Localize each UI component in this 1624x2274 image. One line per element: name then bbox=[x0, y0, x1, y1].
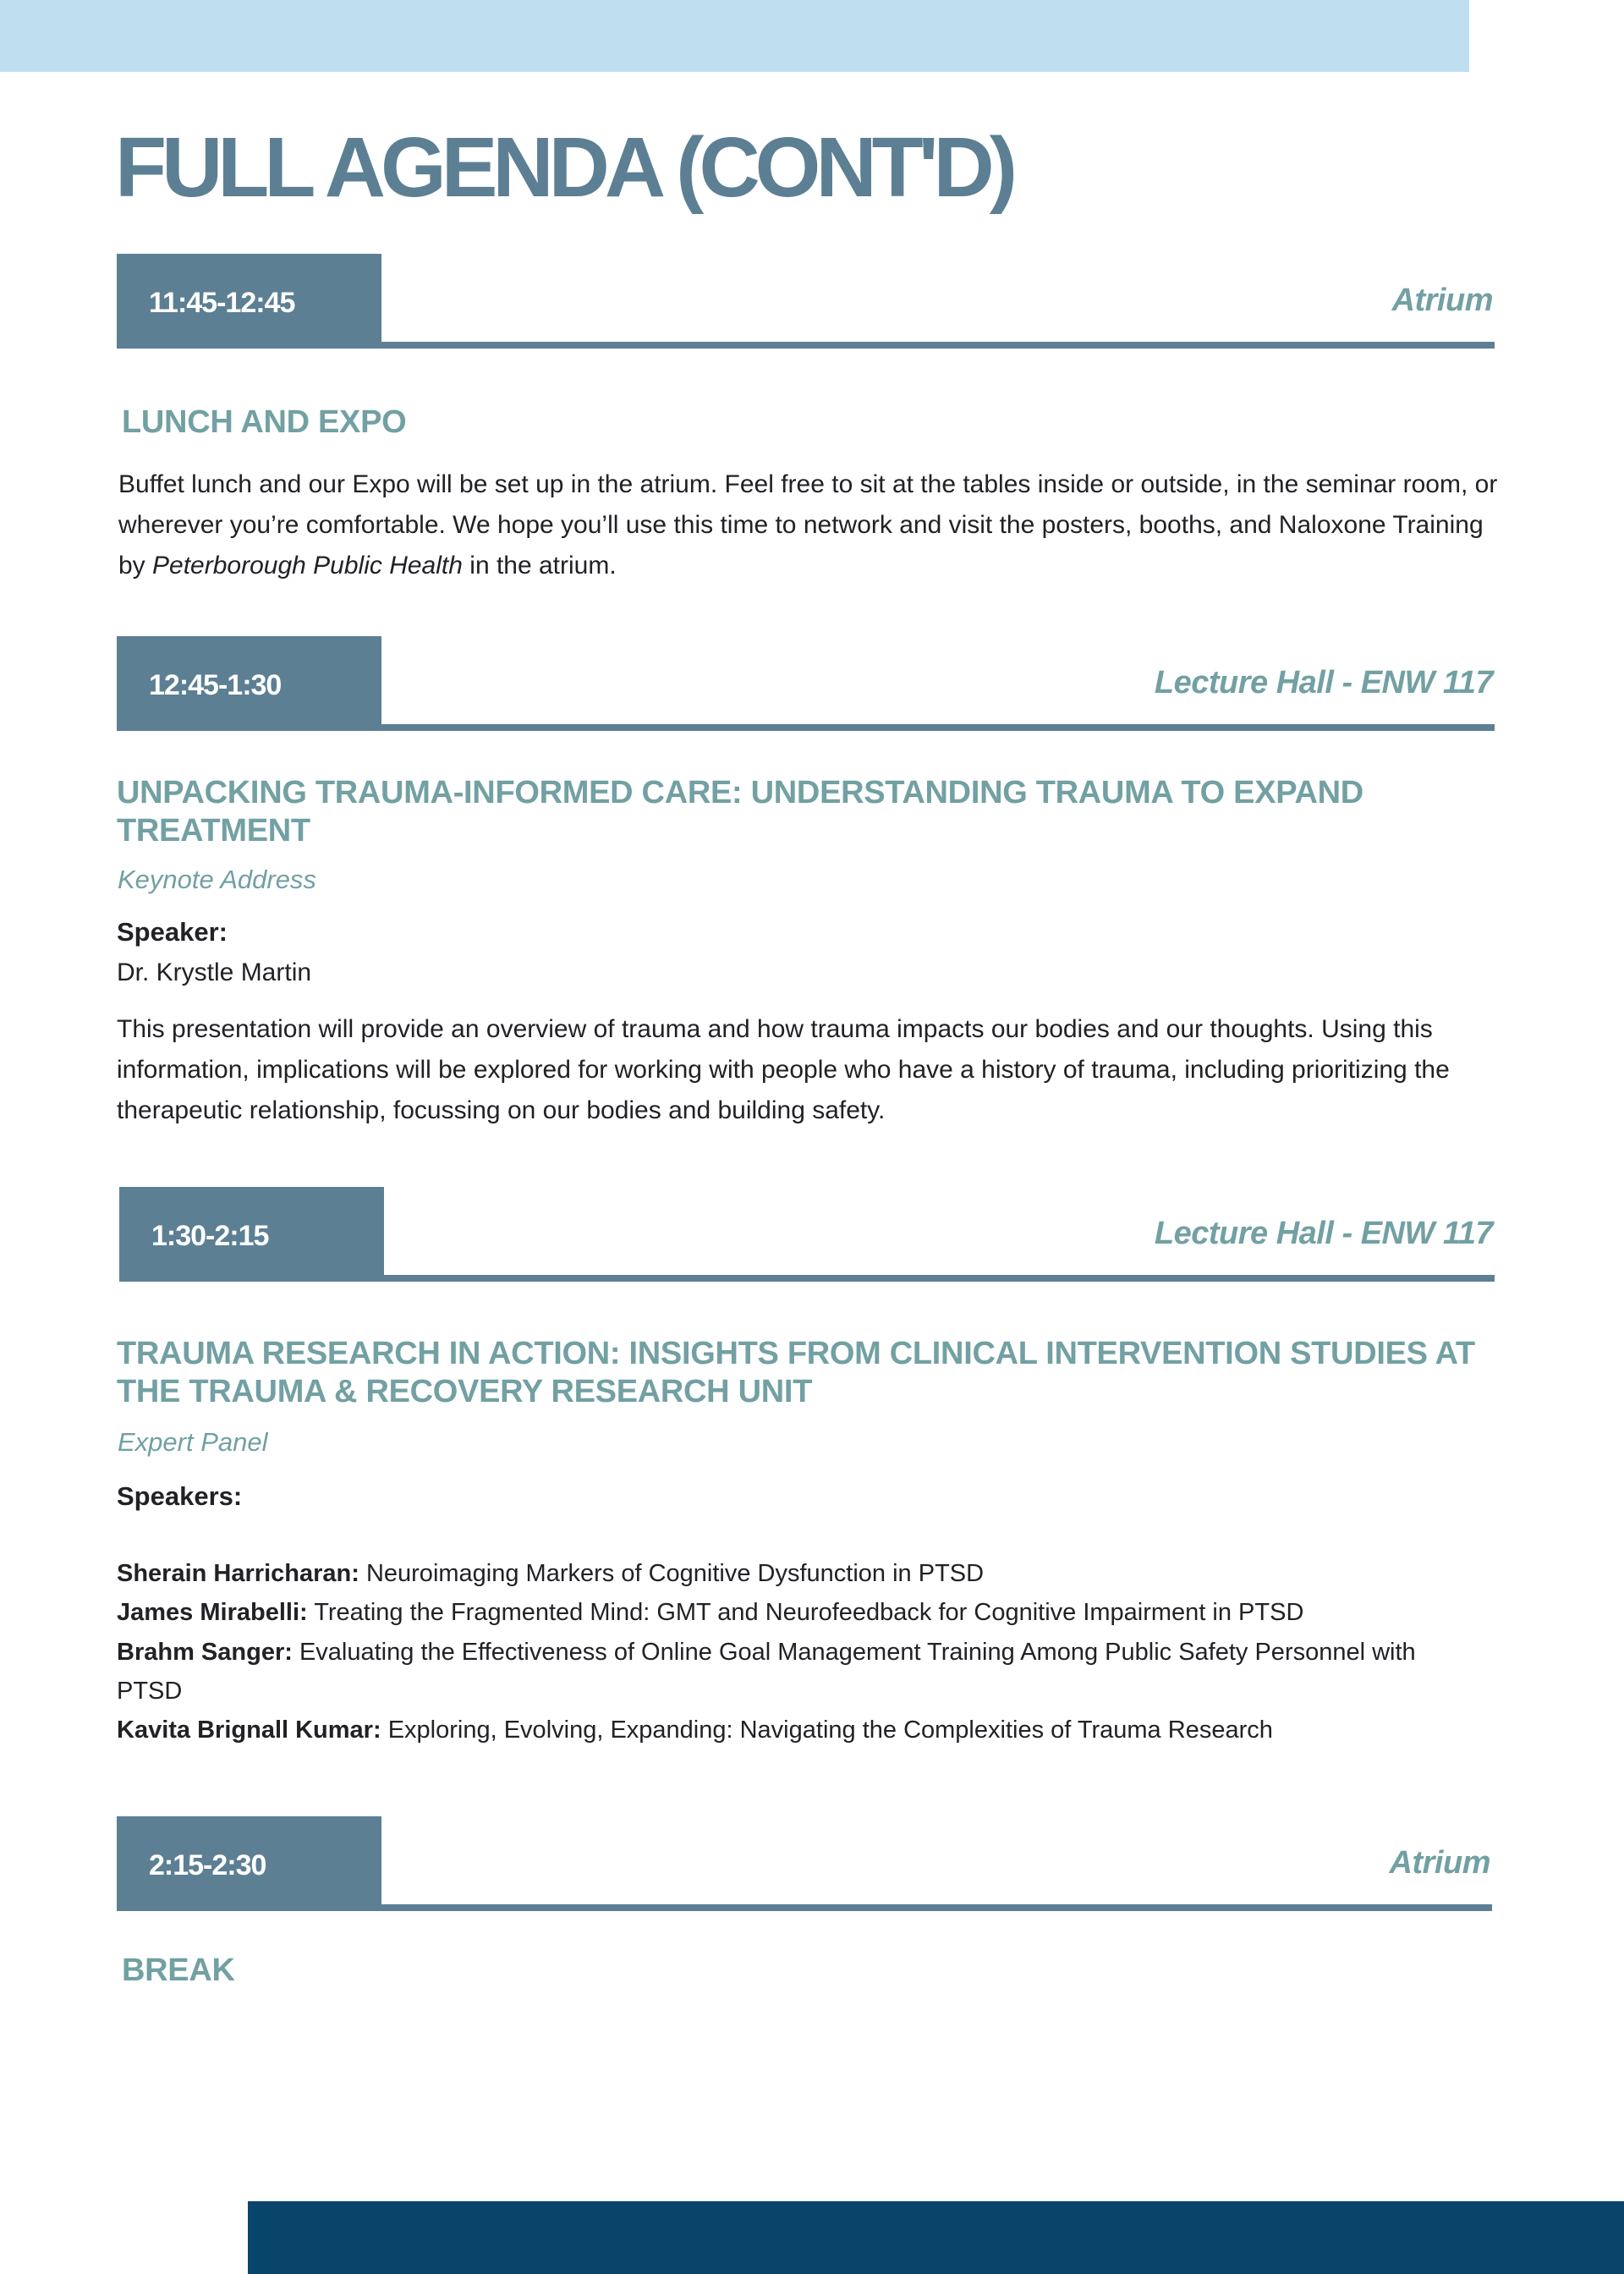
speaker-name: James Mirabelli: bbox=[117, 1599, 308, 1627]
description-text: Buffet lunch and our Expo will be set up in the atrium. Feel free to sit at the tables inside or outside, in the seminar room, or wherever you’re comfortable. We hope you’ll use this time to network and visit the posters, booths, and Naloxone Training by bbox=[118, 470, 1498, 579]
talk-title: Evaluating the Effectiveness of Online Goal Management Training Among Public Safety Personnel with PTSD bbox=[117, 1638, 1416, 1705]
speaker-item bbox=[117, 1554, 1512, 1593]
organization-name: Peterborough Public Health bbox=[152, 552, 463, 579]
time-label: 12:45-1:30 bbox=[149, 669, 282, 701]
room-label: Lecture Hall - ENW 117 bbox=[1154, 665, 1493, 700]
speaker-item bbox=[117, 1711, 1512, 1749]
time-label: 2:15-2:30 bbox=[149, 1849, 266, 1881]
session-title: BREAK bbox=[122, 1953, 235, 1988]
speaker-name: Kavita Brignall Kumar: bbox=[117, 1716, 381, 1744]
divider-line bbox=[117, 724, 1495, 731]
session-description bbox=[118, 464, 1506, 586]
time-box bbox=[117, 636, 381, 731]
room-label: Lecture Hall - ENW 117 bbox=[1154, 1216, 1493, 1251]
bottom-decorative-bar bbox=[248, 2201, 1624, 2274]
time-box bbox=[117, 254, 381, 349]
session-title: TRAUMA RESEARCH IN ACTION: INSIGHTS FROM CLINICAL INTERVENTION STUDIES AT THE TRAUMA & RECOVERY RESEARCH UNIT bbox=[117, 1336, 1475, 1409]
talk-title: Treating the Fragmented Mind: GMT and Neurofeedback for Cognitive Impairment in PTSD bbox=[314, 1599, 1304, 1627]
session-type: Expert Panel bbox=[118, 1427, 268, 1457]
page-title: FULL AGENDA (CONT'D) bbox=[115, 120, 1013, 215]
description-text: in the atrium. bbox=[462, 552, 617, 579]
divider-line bbox=[119, 1275, 1495, 1282]
session-title: UNPACKING TRAUMA-INFORMED CARE: UNDERSTANDING TRAUMA TO EXPAND TREATMENT bbox=[117, 775, 1363, 849]
talk-title: Exploring, Evolving, Expanding: Navigating the Complexities of Trauma Research bbox=[387, 1716, 1273, 1744]
time-label: 1:30-2:15 bbox=[151, 1220, 269, 1252]
speaker-name: Sherain Harricharan: bbox=[117, 1560, 359, 1587]
speakers-label: Speakers: bbox=[117, 1481, 243, 1511]
session-description: This presentation will provide an overview of trauma and how trauma impacts our bodies and our thoughts. Using this information, implications will be explored for working with people who have a history of trauma, including prioritizing the therapeutic relationship, focussing on our bodies and building safety. bbox=[117, 1015, 1450, 1124]
session-type: Keynote Address bbox=[118, 865, 316, 894]
room-label: Atrium bbox=[1391, 283, 1493, 318]
speaker-name: Brahm Sanger: bbox=[117, 1638, 293, 1666]
speaker-item bbox=[117, 1593, 1512, 1632]
speaker-list bbox=[117, 1554, 1512, 1749]
speaker-label: Speaker: bbox=[117, 917, 228, 947]
speaker-name: Dr. Krystle Martin bbox=[117, 958, 312, 986]
slot-header-break bbox=[117, 1816, 1492, 1911]
room-label: Atrium bbox=[1389, 1845, 1490, 1881]
slot-header-keynote bbox=[117, 636, 1495, 731]
talk-title: Neuroimaging Markers of Cognitive Dysfunction in PTSD bbox=[365, 1560, 985, 1587]
speaker-item bbox=[117, 1633, 1470, 1711]
top-decorative-bar bbox=[0, 0, 1469, 72]
divider-line bbox=[117, 1904, 1492, 1911]
time-box bbox=[119, 1187, 384, 1282]
session-title: LUNCH AND EXPO bbox=[122, 404, 407, 440]
slot-header-panel bbox=[119, 1187, 1495, 1282]
slot-header-lunch bbox=[117, 254, 1495, 349]
time-label: 11:45-12:45 bbox=[149, 287, 295, 319]
divider-line bbox=[117, 342, 1495, 349]
time-box bbox=[117, 1816, 381, 1911]
